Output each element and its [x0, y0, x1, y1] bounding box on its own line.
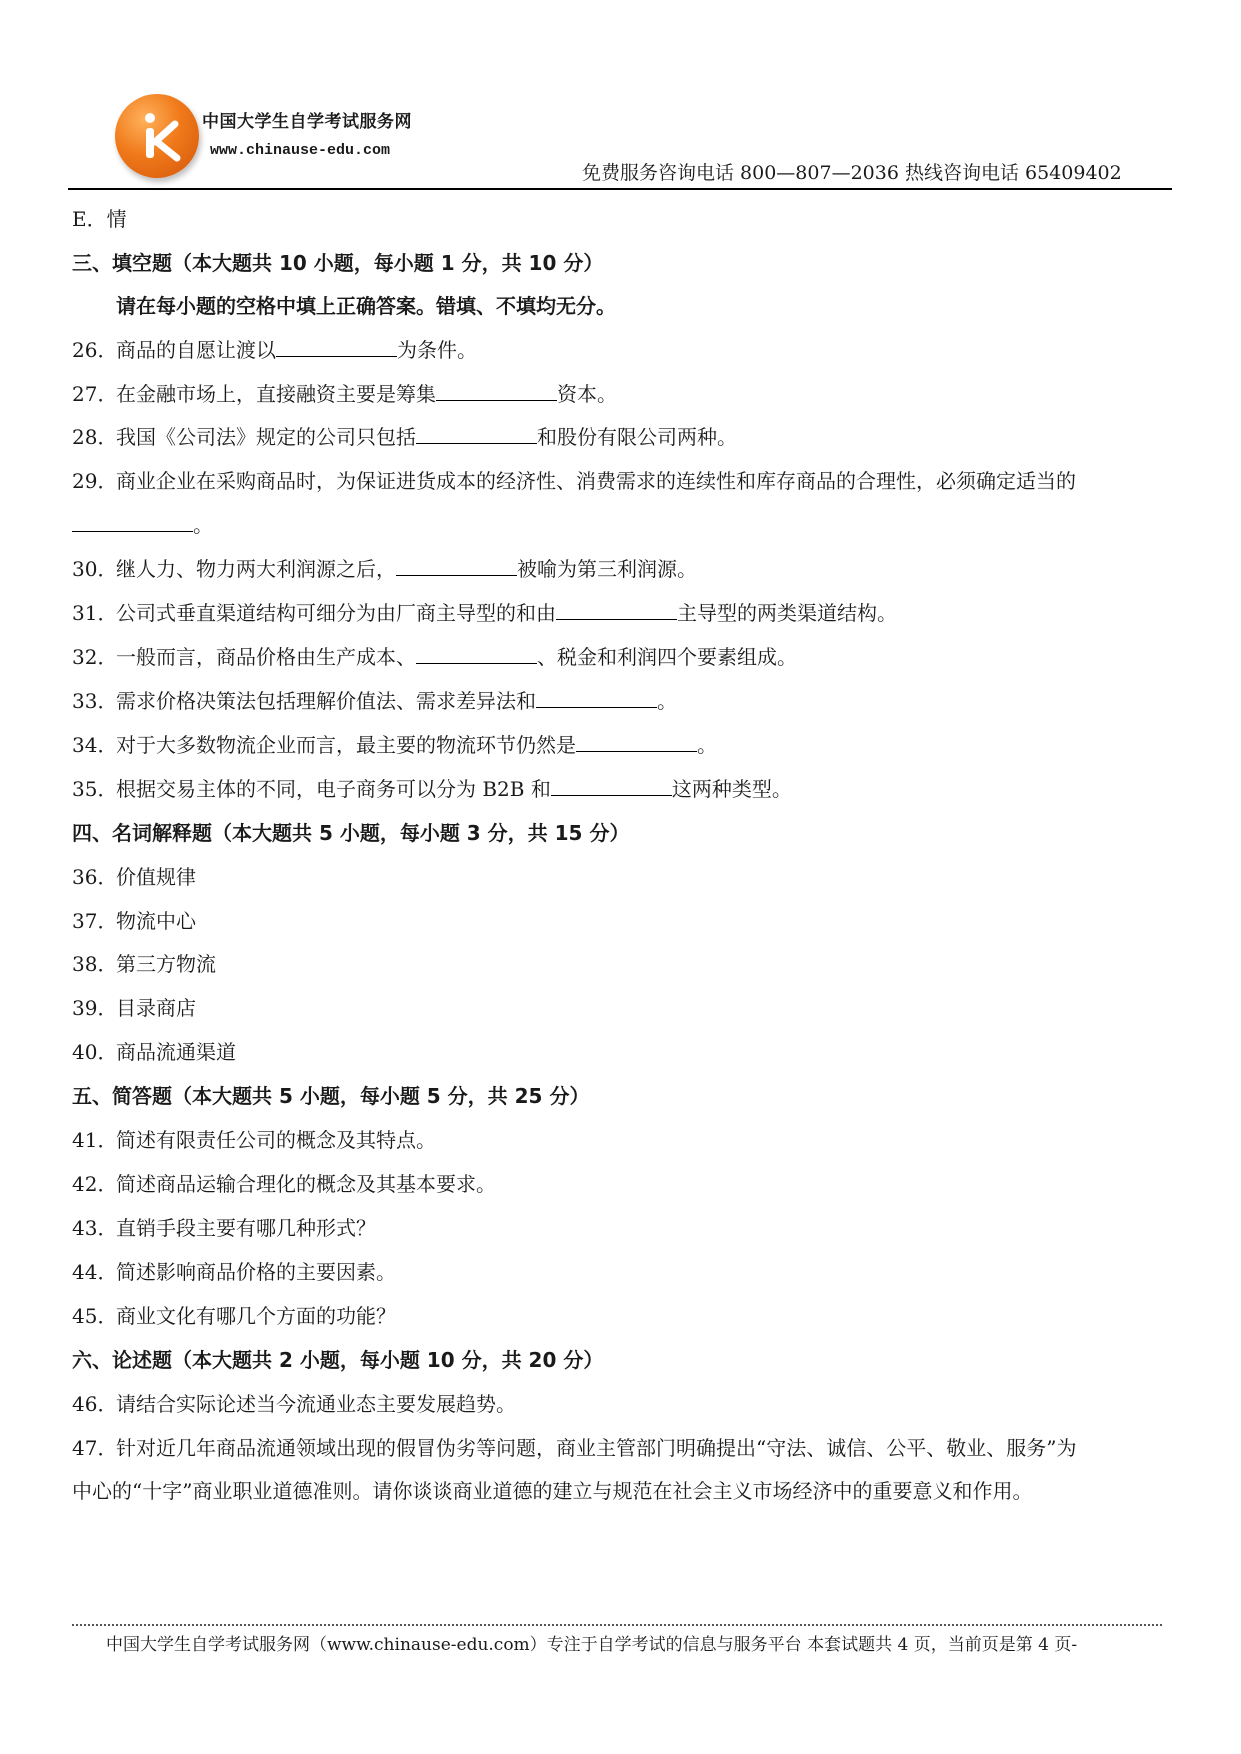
question-number: 38．	[72, 952, 118, 976]
question-number: 26．	[72, 338, 118, 362]
question-29-continued	[72, 511, 213, 539]
question-41	[72, 1126, 436, 1154]
question-text-after: 。	[657, 689, 677, 713]
site-name: 中国大学生自学考试服务网	[202, 112, 412, 132]
question-text: 一般而言，商品价格由生产成本、	[116, 645, 416, 669]
question-number: 29．	[72, 469, 118, 493]
question-number: 39．	[72, 996, 118, 1020]
question-number: 43．	[72, 1216, 118, 1240]
question-27	[72, 380, 617, 408]
question-37	[72, 907, 196, 935]
answer-blank[interactable]	[72, 511, 193, 532]
question-text: 简述有限责任公司的概念及其特点。	[116, 1128, 436, 1152]
question-text-after: 这两种类型。	[671, 777, 792, 801]
question-number: 37．	[72, 909, 118, 933]
question-number: 32．	[72, 645, 118, 669]
question-text: 请结合实际论述当今流通业态主要发展趋势。	[116, 1392, 516, 1416]
question-text: 针对近几年商品流通领域出现的假冒伪劣等问题，商业主管部门明确提出“守法、诚信、公平、敬业、服务”为	[116, 1436, 1077, 1460]
question-36	[72, 863, 196, 891]
hotline-info: 免费服务咨询电话 800—807—2036 热线咨询电话 65409402	[582, 162, 1122, 184]
answer-blank[interactable]	[436, 380, 557, 401]
section-3-title: 三、填空题（本大题共 10 小题，每小题 1 分，共 10 分）	[72, 251, 604, 275]
question-text: 公司式垂直渠道结构可细分为由厂商主导型的和由	[116, 601, 556, 625]
answer-blank[interactable]	[416, 643, 537, 664]
question-text-after: 被喻为第三利润源。	[517, 557, 697, 581]
question-text: 对于大多数物流企业而言，最主要的物流环节仍然是	[116, 733, 576, 757]
answer-blank[interactable]	[416, 423, 537, 444]
option-e: E．情	[72, 207, 127, 231]
question-number: 34．	[72, 733, 118, 757]
question-text-after: 为条件。	[397, 338, 477, 362]
question-44	[72, 1258, 396, 1286]
question-text: 继人力、物力两大利润源之后，	[116, 557, 396, 581]
question-number: 28．	[72, 425, 118, 449]
question-number: 45．	[72, 1304, 118, 1328]
question-number: 36．	[72, 865, 118, 889]
question-text: 在金融市场上，直接融资主要是筹集	[116, 382, 436, 406]
question-30	[72, 555, 697, 583]
question-26	[72, 336, 477, 364]
question-text: 第三方物流	[116, 952, 216, 976]
section-6-title: 六、论述题（本大题共 2 小题，每小题 10 分，共 20 分）	[72, 1348, 604, 1372]
question-text: 根据交易主体的不同，电子商务可以分为 B2B 和	[116, 777, 551, 801]
question-33	[72, 687, 677, 715]
question-38	[72, 950, 216, 978]
question-text-after: 、税金和利润四个要素组成。	[537, 645, 797, 669]
question-32	[72, 643, 797, 671]
question-number: 40．	[72, 1040, 118, 1064]
question-number: 44．	[72, 1260, 118, 1284]
answer-blank[interactable]	[536, 687, 657, 708]
answer-blank[interactable]	[396, 555, 517, 576]
question-28	[72, 423, 737, 451]
question-text: 简述商品运输合理化的概念及其基本要求。	[116, 1172, 496, 1196]
question-number: 46．	[72, 1392, 118, 1416]
question-47-continued: 中心的“十字”商业职业道德准则。请你谈谈商业道德的建立与规范在社会主义市场经济中的重要意义和作用。	[72, 1479, 1033, 1503]
question-39	[72, 994, 196, 1022]
question-number: 33．	[72, 689, 118, 713]
question-text: 我国《公司法》规定的公司只包括	[116, 425, 416, 449]
site-url[interactable]: www.chinause-edu.com	[210, 142, 391, 159]
question-number: 27．	[72, 382, 118, 406]
question-text: 商业企业在采购商品时，为保证进货成本的经济性、消费需求的连续性和库存商品的合理性，必须确定适当的	[116, 469, 1076, 493]
question-number: 35．	[72, 777, 118, 801]
question-text-after: 和股份有限公司两种。	[537, 425, 737, 449]
question-text-after: 。	[193, 513, 213, 537]
footer-divider	[72, 1624, 1162, 1626]
answer-blank[interactable]	[551, 775, 672, 796]
logo-k-mark	[115, 94, 199, 178]
header-divider	[68, 188, 1172, 190]
question-45	[72, 1302, 396, 1330]
question-29	[72, 467, 1076, 495]
question-number: 41．	[72, 1128, 118, 1152]
question-number: 47．	[72, 1436, 118, 1460]
question-46	[72, 1390, 516, 1418]
question-text: 物流中心	[116, 909, 196, 933]
question-34	[72, 731, 717, 759]
question-number: 30．	[72, 557, 118, 581]
question-text: 商业文化有哪几个方面的功能？	[116, 1304, 396, 1328]
question-text: 需求价格决策法包括理解价值法、需求差异法和	[116, 689, 536, 713]
question-47	[72, 1434, 1076, 1462]
answer-blank[interactable]	[276, 336, 397, 357]
question-text-after: 主导型的两类渠道结构。	[677, 601, 897, 625]
section-4-title: 四、名词解释题（本大题共 5 小题，每小题 3 分，共 15 分）	[72, 821, 630, 845]
question-42	[72, 1170, 496, 1198]
question-35	[72, 775, 792, 803]
page-footer: 中国大学生自学考试服务网（www.chinause-edu.com）专注于自学考试的信息与服务平台 本套试题共 4 页，当前页是第 4 页-	[106, 1635, 1078, 1655]
question-number: 42．	[72, 1172, 118, 1196]
question-text-after: 资本。	[557, 382, 617, 406]
question-40	[72, 1038, 236, 1066]
section-3-instructions: 请在每小题的空格中填上正确答案。错填、不填均无分。	[116, 294, 616, 318]
answer-blank[interactable]	[556, 599, 677, 620]
question-text: 价值规律	[116, 865, 196, 889]
question-31	[72, 599, 897, 627]
answer-blank[interactable]	[576, 731, 697, 752]
question-43	[72, 1214, 376, 1242]
question-number: 31．	[72, 601, 118, 625]
question-text: 商品的自愿让渡以	[116, 338, 276, 362]
section-5-title: 五、简答题（本大题共 5 小题，每小题 5 分，共 25 分）	[72, 1084, 590, 1108]
question-text: 目录商店	[116, 996, 196, 1020]
question-text: 直销手段主要有哪几种形式？	[116, 1216, 376, 1240]
question-text: 简述影响商品价格的主要因素。	[116, 1260, 396, 1284]
site-logo	[115, 94, 199, 178]
question-text: 商品流通渠道	[116, 1040, 236, 1064]
question-text-after: 。	[697, 733, 717, 757]
